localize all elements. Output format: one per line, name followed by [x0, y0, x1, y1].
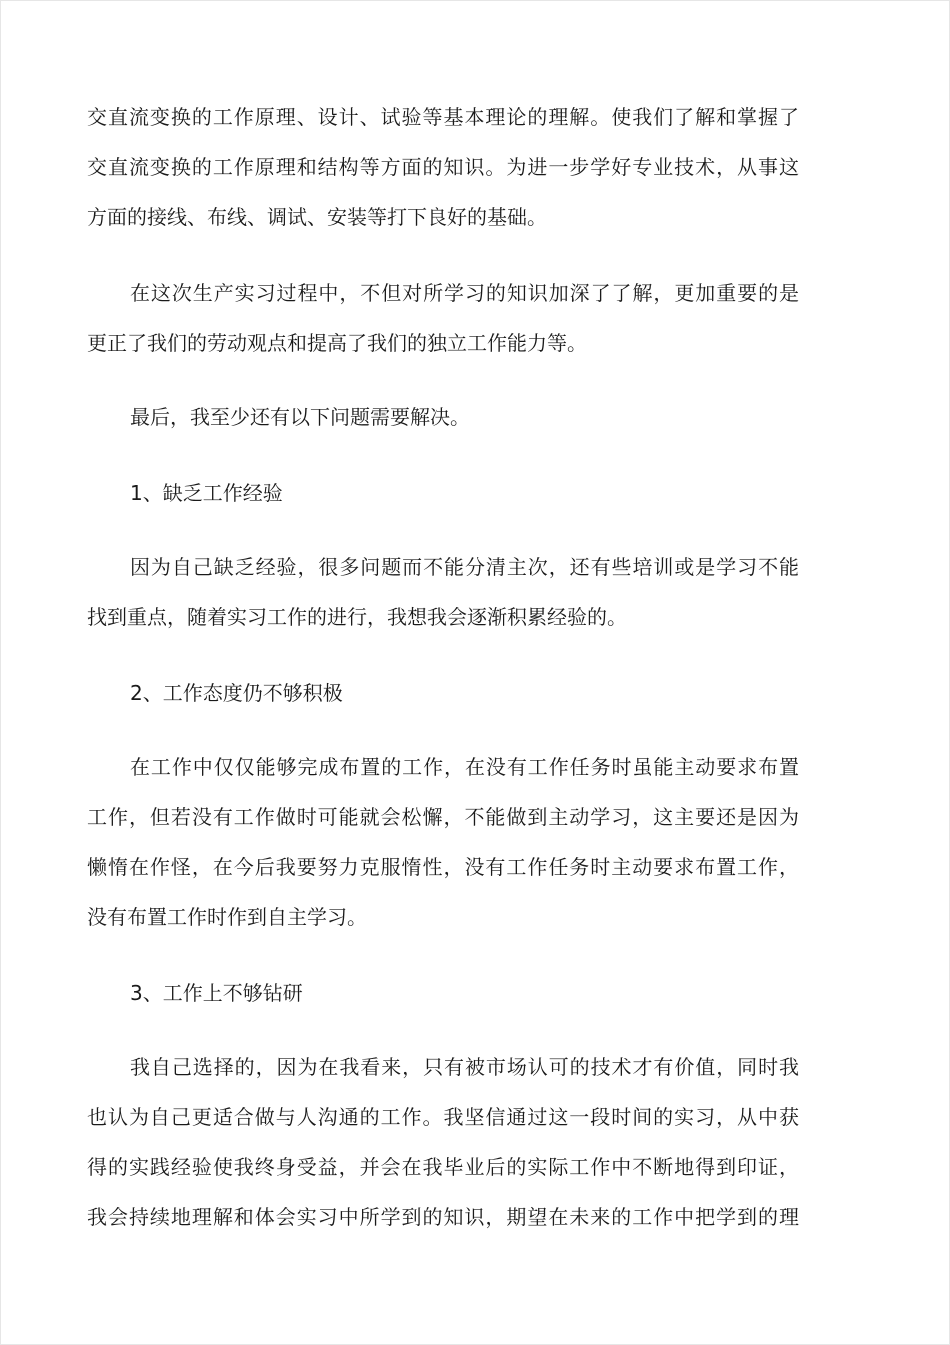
- paragraph-7-line-4: 没有布置工作时作到自主学习。: [87, 905, 367, 929]
- section-heading-2: 2、工作态度仍不够积极: [130, 681, 343, 705]
- paragraph-3-line-1: 最后，我至少还有以下问题需要解决。: [130, 405, 470, 429]
- paragraph-1-line-1: 交直流变换的工作原理、设计、试验等基本理论的理解。使我们了解和掌握了: [87, 105, 799, 129]
- paragraph-7-line-3: 懒惰在作怪，在今后我要努力克服惰性，没有工作任务时主动要求布置工作，: [87, 855, 799, 879]
- paragraph-5-line-1: 因为自己缺乏经验，很多问题而不能分清主次，还有些培训或是学习不能: [130, 555, 799, 579]
- paragraph-7-line-1: 在工作中仅仅能够完成布置的工作，在没有工作任务时虽能主动要求布置: [130, 755, 799, 779]
- paragraph-1-line-2: 交直流变换的工作原理和结构等方面的知识。为进一步学好专业技术，从事这: [87, 155, 799, 179]
- paragraph-1-line-3: 方面的接线、布线、调试、安装等打下良好的基础。: [87, 205, 547, 229]
- paragraph-9-line-4: 我会持续地理解和体会实习中所学到的知识，期望在未来的工作中把学到的理: [87, 1205, 799, 1229]
- section-heading-1: 1、缺乏工作经验: [130, 481, 283, 505]
- paragraph-9-line-2: 也认为自己更适合做与人沟通的工作。我坚信通过这一段时间的实习，从中获: [87, 1105, 799, 1129]
- paragraph-9-line-1: 我自己选择的，因为在我看来，只有被市场认可的技术才有价值，同时我: [130, 1055, 799, 1079]
- paragraph-7-line-2: 工作，但若没有工作做时可能就会松懈，不能做到主动学习，这主要还是因为: [87, 805, 799, 829]
- paragraph-9-line-3: 得的实践经验使我终身受益，并会在我毕业后的实际工作中不断地得到印证，: [87, 1155, 799, 1179]
- paragraph-5-line-2: 找到重点，随着实习工作的进行，我想我会逐渐积累经验的。: [87, 605, 627, 629]
- section-heading-3: 3、工作上不够钻研: [130, 981, 303, 1005]
- paragraph-2-line-2: 更正了我们的劳动观点和提高了我们的独立工作能力等。: [87, 331, 587, 355]
- paragraph-2-line-1: 在这次生产实习过程中，不但对所学习的知识加深了了解，更加重要的是: [130, 281, 799, 305]
